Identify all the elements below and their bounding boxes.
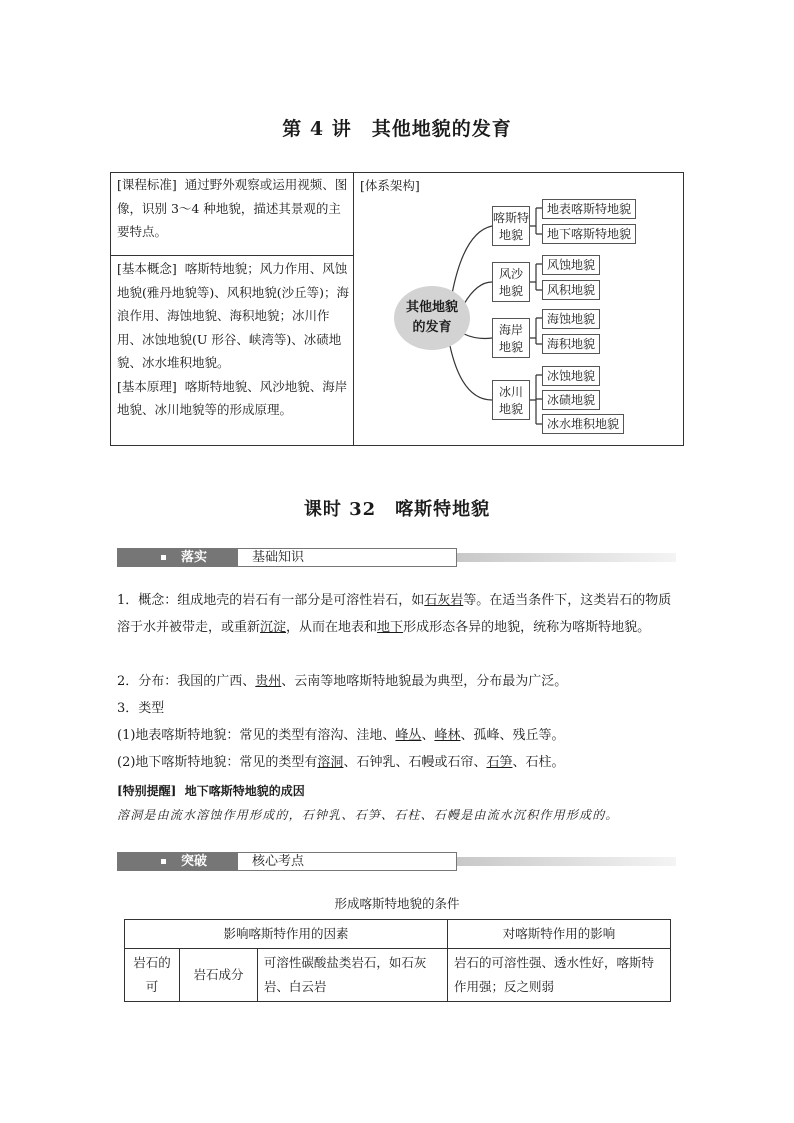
leaf-node: 地下喀斯特地貌 [542, 224, 636, 244]
branch-label: 喀斯特 [493, 211, 530, 225]
paragraph-surface-karst [117, 722, 682, 749]
text: (2)地下喀斯特地貌：常见的类型有 [117, 755, 318, 770]
special-note [117, 782, 305, 799]
text: 等。在适当条件下，这类岩石的物质溶于水并被带走，或重新 [117, 593, 672, 635]
branch-glacial [492, 380, 530, 420]
text: 、孤峰、残丘等。 [460, 728, 565, 743]
section-dark-label: 落实 [181, 550, 208, 565]
center-node-line2: 的发育 [412, 320, 452, 335]
paragraph-concept [117, 587, 682, 641]
section-light-label: 基础知识 [237, 548, 457, 567]
branch-label: 地貌 [498, 228, 523, 242]
mind-map [352, 172, 684, 446]
text: (1)地表喀斯特地貌：常见的类型有溶沟、洼地、 [117, 728, 396, 743]
table-cell: 岩石的可溶性强、透水性好，喀斯特作用强；反之则弱 [448, 949, 671, 1002]
note-label: [特别提醒] [117, 784, 177, 798]
branch-coastal [492, 318, 530, 358]
text: 1．概念：组成地壳的岩石有一部分是可溶性岩石，如 [117, 593, 425, 608]
text: 、 [421, 728, 435, 743]
text: ，从而在地表和 [286, 620, 378, 635]
table-cell: 岩石的可 [125, 949, 180, 1002]
text: 、石柱。 [512, 755, 565, 770]
leaf-node: 海蚀地貌 [542, 309, 600, 329]
branch-label: 风沙 [498, 267, 523, 281]
leaf-node: 冰蚀地貌 [542, 366, 600, 386]
underlined-term: 沉淀 [260, 620, 287, 635]
principle-text: 喀斯特地貌、风沙地貌、海岸地貌、冰川地貌等的形成原理。 [117, 378, 348, 417]
center-node-line1: 其他地貌 [405, 300, 458, 315]
underlined-term: 溶洞 [317, 755, 344, 770]
branch-label: 海岸 [498, 323, 523, 337]
branch-label: 地貌 [498, 402, 523, 416]
chapter-title: 第 4 讲 其他地貌的发育 [282, 118, 512, 140]
paragraph-underground-karst [117, 749, 682, 776]
underlined-term: 峰林 [434, 728, 461, 743]
table-row [125, 949, 671, 1002]
leaf-node: 海积地貌 [542, 334, 600, 354]
curriculum-standard-cell [117, 173, 349, 244]
underlined-term: 贵州 [255, 674, 282, 689]
underlined-term: 地下 [377, 620, 404, 635]
leaf-node: 冰水堆积地貌 [542, 414, 624, 434]
section-dark-label: 突破 [181, 854, 208, 869]
branch-aeolian [492, 262, 530, 302]
branch-label: 地貌 [498, 340, 523, 354]
leaf-node: 风蚀地貌 [542, 255, 600, 275]
leaf-node: 地表喀斯特地貌 [542, 199, 636, 219]
paragraph-types: 3．类型 [117, 701, 165, 716]
karst-conditions-table [124, 919, 671, 1002]
leaf-node: 冰碛地貌 [542, 390, 600, 410]
text: 形成形态各异的地貌，统称为喀斯特地貌。 [403, 620, 651, 635]
text: 、石钟乳、石幔或石帘、 [343, 755, 487, 770]
text: 2．分布：我国的广西、 [117, 674, 256, 689]
table-cell: 可溶性碳酸盐类岩石，如石灰岩、白云岩 [257, 949, 447, 1002]
standard-label: [课程标准] [117, 177, 177, 192]
section-bar-basics [117, 548, 676, 567]
lesson-title: 课时 32 喀斯特地貌 [303, 499, 491, 520]
text: 、云南等地喀斯特地貌最为典型，分布最为广泛。 [281, 674, 568, 689]
section-bar-core [117, 852, 676, 871]
concept-principle-cell [117, 257, 349, 422]
concept-label: [基本概念] [117, 261, 177, 276]
branch-label: 地貌 [498, 284, 523, 298]
mindmap-title: [体系架构] [360, 178, 420, 193]
underlined-term: 石灰岩 [424, 593, 464, 608]
leaf-node: 风积地貌 [542, 280, 600, 300]
center-node [394, 286, 470, 350]
table-caption: 形成喀斯特地貌的条件 [334, 896, 460, 911]
header-effect: 对喀斯特作用的影响 [448, 920, 671, 949]
branch-karst [492, 206, 530, 246]
section-light-label: 核心考点 [237, 852, 457, 871]
table-row [125, 920, 671, 949]
note-title: 地下喀斯特地貌的成因 [184, 784, 305, 798]
underlined-term: 峰丛 [395, 728, 422, 743]
concept-text: 喀斯特地貌；风力作用、风蚀地貌(雅丹地貌等)、风积地貌(沙丘等)；海浪作用、海蚀地貌、海积地貌；冰川作用、冰蚀地貌(U 形谷、峡湾等)、冰碛地貌、冰水堆积地貌。 [117, 261, 350, 370]
principle-label: [基本原理] [117, 378, 177, 394]
underlined-term: 石笋 [486, 755, 513, 770]
table-cell: 岩石成分 [180, 949, 258, 1002]
note-text: 溶洞是由流水溶蚀作用形成的，石钟乳、石笋、石柱、石幔是由流水沉积作用形成的。 [117, 808, 619, 822]
standard-text: 通过野外观察或运用视频、图像，识别 3～4 种地貌，描述其景观的主要特点。 [117, 177, 348, 239]
paragraph-distribution [117, 668, 682, 695]
branch-label: 冰川 [498, 385, 523, 399]
header-factor: 影响喀斯特作用的因素 [125, 920, 448, 949]
